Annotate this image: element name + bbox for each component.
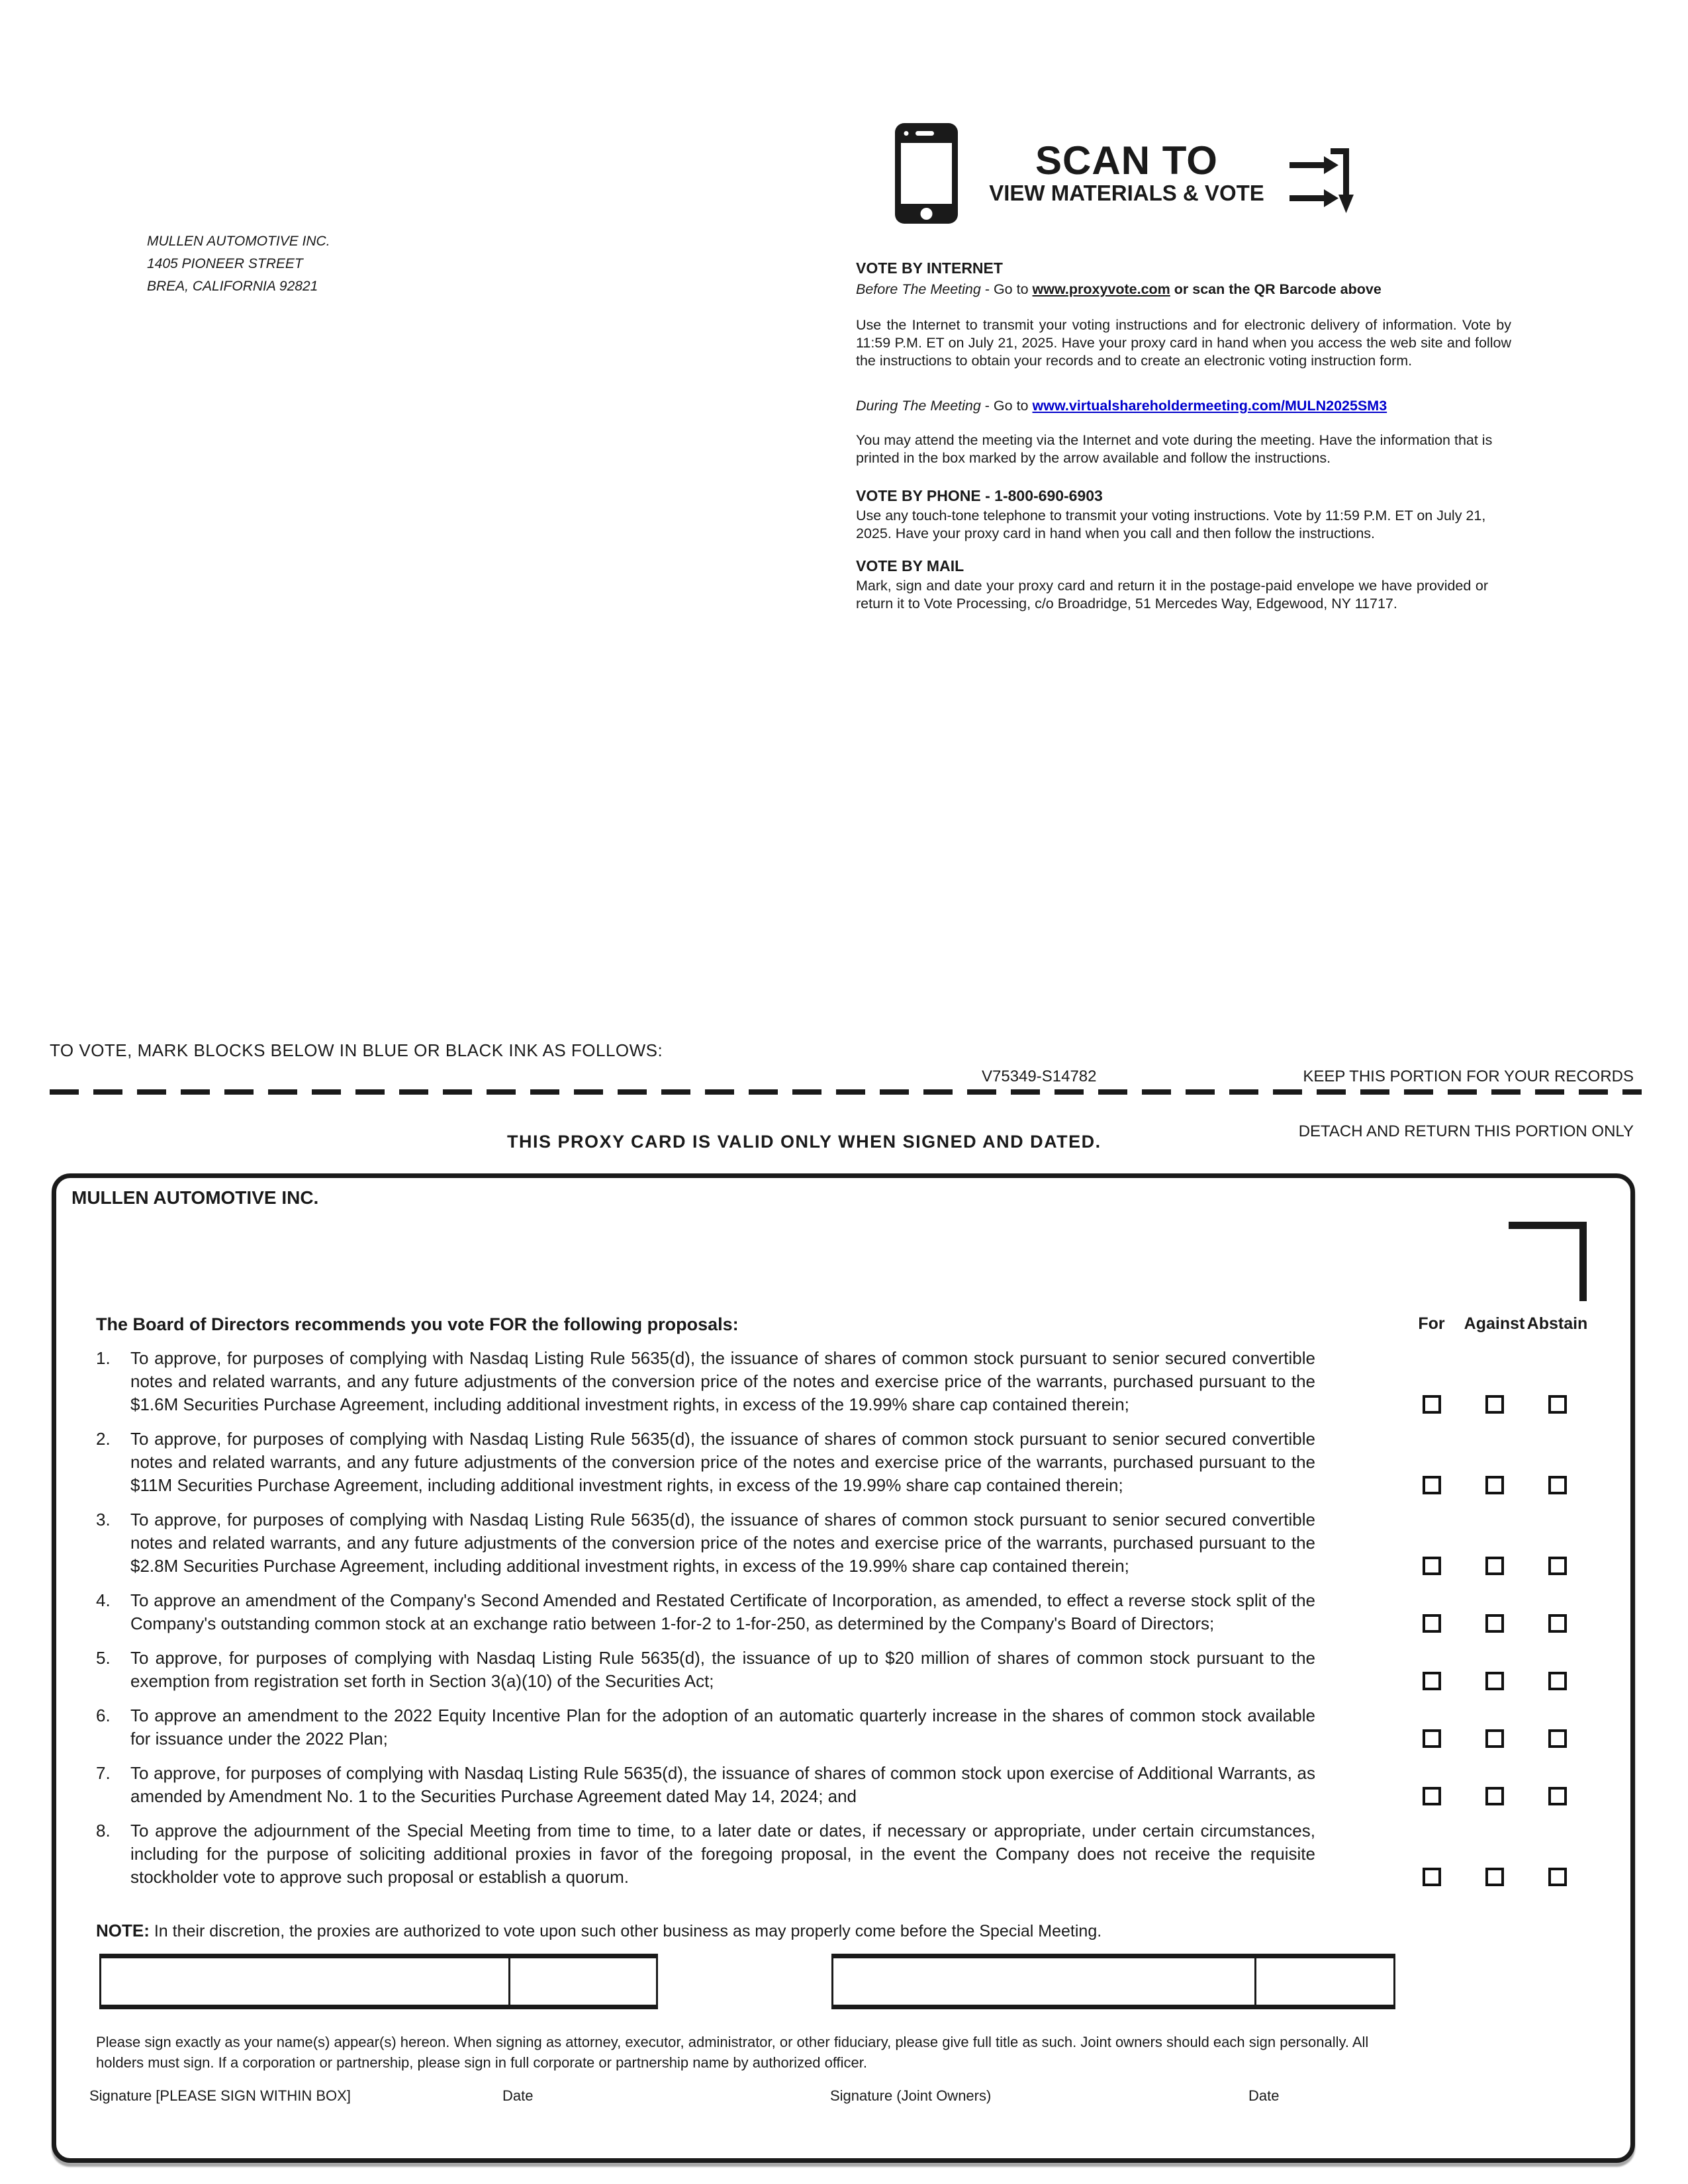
proposal-number: 5. xyxy=(96,1648,111,1668)
signature-label-joint: Signature (Joint Owners) xyxy=(830,2087,992,2104)
keep-portion-note: KEEP THIS PORTION FOR YOUR RECORDS xyxy=(1303,1068,1634,1085)
date-label-joint: Date xyxy=(1248,2087,1280,2104)
signature-date-divider xyxy=(508,1958,510,2005)
proposal-row-2 xyxy=(96,1428,1630,1497)
proxyvote-link[interactable]: www.proxyvote.com xyxy=(1032,281,1170,297)
before-meeting-mid: - Go to xyxy=(980,281,1033,297)
scan-to-vote-banner xyxy=(968,140,1286,205)
checkbox-p3-for[interactable] xyxy=(1423,1557,1441,1575)
proposal-row-4 xyxy=(96,1589,1630,1635)
virtual-meeting-link[interactable]: www.virtualshareholdermeeting.com/MULN2025SM3 xyxy=(1032,398,1387,414)
control-number: V75349-S14782 xyxy=(982,1068,1097,1085)
checkbox-p5-for[interactable] xyxy=(1423,1672,1441,1690)
checkbox-p3-abstain[interactable] xyxy=(1548,1557,1567,1575)
proposal-number: 6. xyxy=(96,1706,111,1725)
proposal-row-8 xyxy=(96,1819,1630,1889)
proposal-row-5 xyxy=(96,1647,1630,1693)
note-label: NOTE: xyxy=(96,1921,150,1940)
signature-box-primary[interactable] xyxy=(99,1954,658,2009)
proposal-number: 7. xyxy=(96,1763,111,1783)
checkbox-p4-for[interactable] xyxy=(1423,1614,1441,1633)
corner-bracket-icon xyxy=(1509,1222,1587,1301)
proposal-number: 3. xyxy=(96,1510,111,1529)
board-recommendation: The Board of Directors recommends you vote FOR the following proposals: xyxy=(96,1314,739,1334)
attend-meeting-instructions: You may attend the meeting via the Internet and vote during the meeting. Have the information that is printed in the box marked by the arrow available and follow the instructions. xyxy=(856,432,1493,466)
scan-title: SCAN TO xyxy=(1035,138,1218,183)
proposal-text: To approve, for purposes of complying with Nasdaq Listing Rule 5635(d), the issuance of up to $20 million of shares of common stock pursuant to the exemption from registration set forth in Section 3(a)(10) of the Securities Act; xyxy=(130,1648,1315,1691)
proposal-3-checkboxes xyxy=(1400,1557,1589,1575)
signature-box-joint[interactable] xyxy=(831,1954,1395,2009)
company-address-line: MULLEN AUTOMOTIVE INC. xyxy=(147,234,330,249)
checkbox-p7-against[interactable] xyxy=(1485,1787,1504,1805)
proposal-text: To approve, for purposes of complying with Nasdaq Listing Rule 5635(d), the issuance of shares of common stock upon exercise of Additional Warrants, as amended by Amendment No. 1 to the Securities Purchase Agreement dated May 14, 2024; and xyxy=(130,1763,1315,1806)
signature-date-divider xyxy=(1254,1958,1256,2005)
during-meeting-lead: During The Meeting xyxy=(856,398,981,414)
phone-instructions: Use any touch-tone telephone to transmit your voting instructions. Vote by 11:59 P.M. ET on July 21, 2025. Have your proxy card in hand when you call and then follow the instructions. xyxy=(856,508,1486,541)
proposal-8-checkboxes xyxy=(1400,1868,1589,1886)
proposal-2-checkboxes xyxy=(1400,1476,1589,1494)
scan-arrows-icon xyxy=(1289,147,1364,220)
checkbox-p1-abstain[interactable] xyxy=(1548,1395,1567,1414)
checkbox-p8-abstain[interactable] xyxy=(1548,1868,1567,1886)
column-header-abstain: Abstain xyxy=(1526,1314,1588,1333)
internet-instructions: Use the Internet to transmit your voting instructions and for electronic delivery of information. Vote by 11:59 P.M. ET on July 21, 2025. Have your proxy card in hand when you access the web site and follow the instructions to obtain your records and to create an electronic voting instruction form. xyxy=(856,317,1511,369)
sign-instructions: Please sign exactly as your name(s) appear(s) hereon. When signing as attorney, executor, administrator, or other fiduciary, please give full title as such. Joint owners should each sign personally. All holders must sign. If a corporation or partnership, please sign in full corporate or partnership name by authorized officer. xyxy=(96,2034,1369,2071)
before-meeting-rest: or scan the QR Barcode above xyxy=(1170,281,1382,297)
proposal-row-3 xyxy=(96,1508,1630,1578)
before-meeting-lead: Before The Meeting xyxy=(856,281,981,297)
proposal-text: To approve an amendment of the Company's Second Amended and Restated Certificate of Incorporation, as amended, to effect a reverse stock split of the Company's outstanding common stock at an exchange ratio between 1-for-2 to 1-for-250, as determined by the Company's Board of Directors; xyxy=(130,1590,1315,1633)
during-meeting-line xyxy=(856,397,1511,415)
checkbox-p3-against[interactable] xyxy=(1485,1557,1504,1575)
proxy-ballot-card xyxy=(52,1173,1635,2163)
company-address-line: BREA, CALIFORNIA 92821 xyxy=(147,279,318,294)
proposal-number: 8. xyxy=(96,1821,111,1841)
proposal-number: 2. xyxy=(96,1429,111,1449)
perforation-dashed-line xyxy=(50,1089,1642,1095)
proposal-1-checkboxes xyxy=(1400,1395,1589,1414)
proposal-text: To approve, for purposes of complying with Nasdaq Listing Rule 5635(d), the issuance of shares of common stock pursuant to senior secured convertible notes and related warrants, and any future adjustments of the conversion price of the notes and exercise price of the warrants, purchased pursuant to the $1.6M Securities Purchase Agreement, including additional investment rights, in excess of the 19.99% share cap contained therein; xyxy=(130,1348,1315,1414)
checkbox-p4-abstain[interactable] xyxy=(1548,1614,1567,1633)
checkbox-p1-for[interactable] xyxy=(1423,1395,1441,1414)
mail-instructions: Mark, sign and date your proxy card and return it in the postage-paid envelope we have provided or return it to Vote Processing, c/o Broadridge, 51 Mercedes Way, Edgewood, NY 11717. xyxy=(856,578,1488,612)
proposal-7-checkboxes xyxy=(1400,1787,1589,1805)
checkbox-p2-abstain[interactable] xyxy=(1548,1476,1567,1494)
proposal-row-7 xyxy=(96,1762,1630,1808)
checkbox-p6-abstain[interactable] xyxy=(1548,1729,1567,1748)
checkbox-p8-for[interactable] xyxy=(1423,1868,1441,1886)
company-address xyxy=(147,230,330,298)
note-text: In their discretion, the proxies are authorized to vote upon such other business as may properly come before the Special Meeting. xyxy=(149,1922,1102,1940)
checkbox-p2-against[interactable] xyxy=(1485,1476,1504,1494)
checkbox-p6-against[interactable] xyxy=(1485,1729,1504,1748)
column-header-against: Against xyxy=(1464,1314,1525,1333)
proposal-number: 4. xyxy=(96,1590,111,1610)
vote-column-headers xyxy=(1400,1314,1589,1334)
vote-by-phone-heading: VOTE BY PHONE - 1-800-690-6903 xyxy=(856,487,1103,504)
proposal-text: To approve, for purposes of complying with Nasdaq Listing Rule 5635(d), the issuance of shares of common stock pursuant to senior secured convertible notes and related warrants, and any future adjustments of the conversion price of the notes and exercise price of the warrants, purchased pursuant to the $11M Securities Purchase Agreement, including additional investment rights, in excess of the 19.99% share cap contained therein; xyxy=(130,1429,1315,1495)
proposal-text: To approve the adjournment of the Special Meeting from time to time, to a later date or dates, if necessary or appropriate, under certain circumstances, including for the purpose of soliciting additional proxies in favor of the foregoing proposal, in the event the Company does not receive the requisite stockholder vote to approve such proposal or establish a quorum. xyxy=(130,1821,1315,1887)
proposal-5-checkboxes xyxy=(1400,1672,1589,1690)
checkbox-p7-abstain[interactable] xyxy=(1548,1787,1567,1805)
date-label-primary: Date xyxy=(502,2087,534,2104)
vote-by-mail-heading: VOTE BY MAIL xyxy=(856,557,964,574)
vote-by-internet-heading: VOTE BY INTERNET xyxy=(856,259,1003,277)
company-address-line: 1405 PIONEER STREET xyxy=(147,256,303,271)
proposal-text: To approve an amendment to the 2022 Equity Incentive Plan for the adoption of an automatic quarterly increase in the shares of common stock available for issuance under the 2022 Plan; xyxy=(130,1706,1315,1749)
discretion-note xyxy=(96,1921,1630,1941)
before-meeting-line xyxy=(856,281,1511,298)
proposal-row-6 xyxy=(96,1704,1630,1751)
mark-blocks-instruction: TO VOTE, MARK BLOCKS BELOW IN BLUE OR BLACK INK AS FOLLOWS: xyxy=(50,1040,663,1060)
checkbox-p2-for[interactable] xyxy=(1423,1476,1441,1494)
checkbox-p4-against[interactable] xyxy=(1485,1614,1504,1633)
checkbox-p1-against[interactable] xyxy=(1485,1395,1504,1414)
checkbox-p7-for[interactable] xyxy=(1423,1787,1441,1805)
scan-subtitle: VIEW MATERIALS & VOTE xyxy=(989,181,1264,205)
signature-label-primary: Signature [PLEASE SIGN WITHIN BOX] xyxy=(89,2087,351,2104)
card-company-name: MULLEN AUTOMOTIVE INC. xyxy=(71,1187,319,1208)
proposal-6-checkboxes xyxy=(1400,1729,1589,1748)
checkbox-p5-against[interactable] xyxy=(1485,1672,1504,1690)
checkbox-p6-for[interactable] xyxy=(1423,1729,1441,1748)
proposal-text: To approve, for purposes of complying with Nasdaq Listing Rule 5635(d), the issuance of shares of common stock pursuant to senior secured convertible notes and related warrants, and any future adjustments of the conversion price of the notes and exercise price of the warrants, purchased pursuant to the $2.8M Securities Purchase Agreement, including additional investment rights, in excess of the 19.99% share cap contained therein; xyxy=(130,1510,1315,1576)
proposal-number: 1. xyxy=(96,1348,111,1368)
during-meeting-mid: - Go to xyxy=(980,398,1033,414)
checkbox-p8-against[interactable] xyxy=(1485,1868,1504,1886)
valid-when-signed-note: THIS PROXY CARD IS VALID ONLY WHEN SIGNED AND DATED. xyxy=(507,1132,1102,1152)
checkbox-p5-abstain[interactable] xyxy=(1548,1672,1567,1690)
proposal-list xyxy=(96,1347,1630,1900)
column-header-for: For xyxy=(1418,1314,1445,1333)
proposal-row-1 xyxy=(96,1347,1630,1416)
detach-return-note: DETACH AND RETURN THIS PORTION ONLY xyxy=(1298,1122,1634,1140)
smartphone-icon xyxy=(895,123,958,227)
proposal-4-checkboxes xyxy=(1400,1614,1589,1633)
